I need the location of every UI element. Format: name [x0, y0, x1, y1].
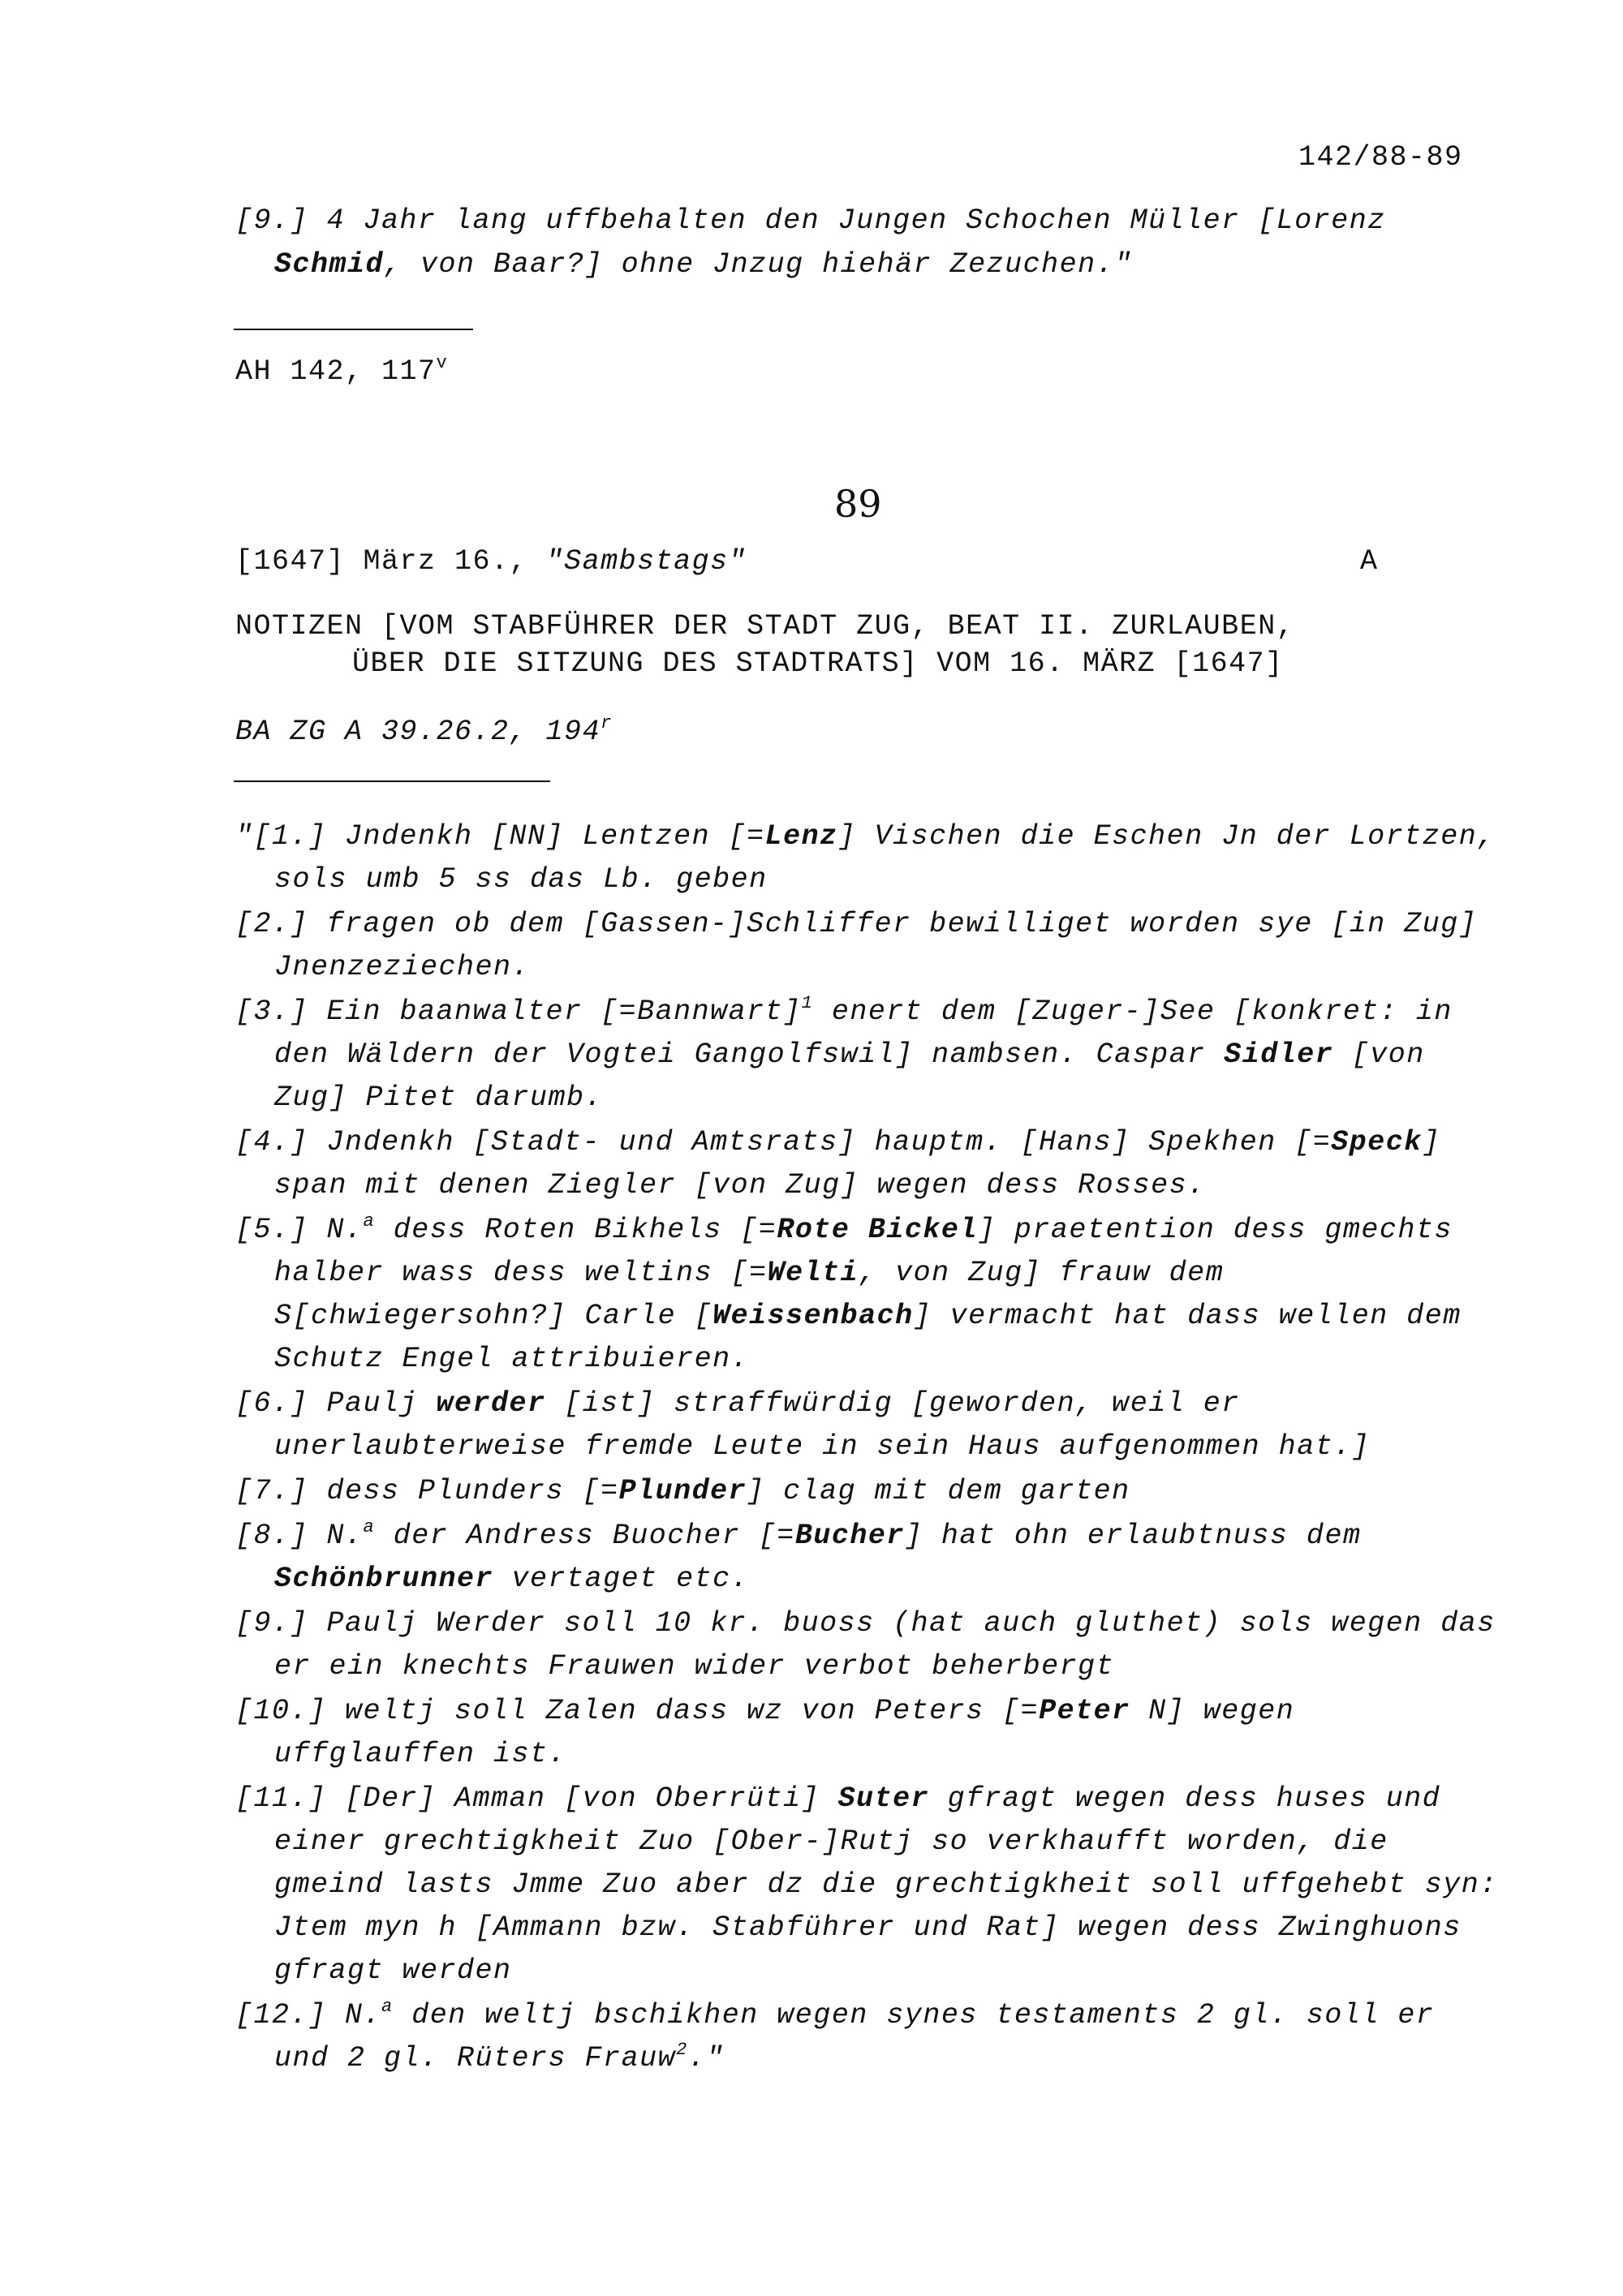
entry-name-highlight: Speck [1331, 1126, 1423, 1159]
entry-text: [4.] Jndenkh [Stadt- und Amtsrats] hauptm. [Hans] Spekhen [= [235, 1126, 1332, 1159]
entry-2 [235, 903, 1501, 989]
footnote-marker: a [363, 1211, 376, 1232]
entry-name-highlight: Peter [1039, 1695, 1130, 1727]
entry-text: [12.] N. [235, 1999, 382, 2032]
entry-name-highlight: Rote Bickel [777, 1214, 978, 1246]
entry-name-highlight: Welti [767, 1257, 859, 1289]
entry-text: [11.] [Der] Amman [von Oberrüti] [235, 1782, 838, 1815]
document-date-weekday: "Sambstags" [545, 545, 747, 578]
previous-source-folio-side: v [436, 353, 449, 373]
entry-text: ." [687, 2042, 725, 2075]
entry-text: [10.] weltj soll Zalen dass wz von Peters [= [235, 1695, 1040, 1727]
entry-text: vertaget etc. [493, 1563, 750, 1595]
entry-5 [235, 1209, 1501, 1381]
entry-text: [5.] N. [235, 1214, 364, 1246]
entry-text: "[1.] Jndenkh [NN] Lentzen [= [235, 820, 765, 853]
previous-entry-line-2 [274, 248, 1133, 281]
document-type-marker: A [1360, 545, 1379, 578]
entry-text: [von Zug] Pitet darumb. [274, 1038, 1425, 1114]
footnote-marker: a [381, 1997, 394, 2017]
source-reference-text: BA ZG A 39.26.2, 194 [235, 716, 601, 748]
entry-name-highlight: Schönbrunner [274, 1563, 494, 1595]
entry-text: der Andress Buocher [= [375, 1520, 795, 1552]
document-date-text: [1647] März 16., [235, 545, 546, 578]
entry-text: ] clag mit dem garten [747, 1475, 1130, 1507]
previous-entry-name: Schmid [274, 248, 385, 281]
entry-text: ] hat ohn erlaubtnuss dem [904, 1520, 1362, 1552]
entry-text: N] wegen uffglauffen ist. [274, 1695, 1295, 1770]
document-title-line-1: NOTIZEN [VOM STABFÜHRER DER STADT ZUG, BEAT II. ZURLAUBEN, [235, 610, 1295, 643]
document-date [235, 545, 747, 578]
footnote-marker: a [363, 1517, 376, 1537]
entry-7 [235, 1470, 1501, 1513]
entry-text: ] Vischen die Eschen Jn der Lortzen, sols umb 5 ss das Lb. geben [274, 820, 1496, 896]
entry-name-highlight: Sidler [1224, 1038, 1334, 1071]
document-title-line-2: ÜBER DIE SITZUNG DES STADTRATS] VOM 16. MÄRZ [1647] [352, 647, 1284, 680]
page-reference: 142/88-89 [1298, 141, 1463, 174]
entry-text: [7.] dess Plunders [= [235, 1475, 619, 1507]
entry-text: den weltj bschikhen wegen synes testaments 2 gl. soll er und 2 gl. Rüters Frauw [274, 1999, 1435, 2075]
entry-1 [235, 815, 1501, 901]
entry-text: , von Zug] frauw dem S[chwiegersohn?] Carle [ [274, 1257, 1225, 1332]
entry-text: ] span mit denen Ziegler [von Zug] wegen dess Rosses. [274, 1126, 1441, 1202]
footnote-marker: 1 [801, 993, 814, 1013]
entry-text: [ist] straffwürdig [geworden, weil er unerlaubterweise fremde Leute in sein Haus aufgenommen hat.] [274, 1387, 1371, 1463]
footnote-marker: 2 [676, 2040, 688, 2060]
entry-text: gfragt wegen dess huses und einer grechtigkheit Zuo [Ober-]Rutj so verkhaufft worden, die gmeind lasts Jmme Zuo aber dz die grechtigkheit soll uffgehebt syn: Jtem myn h [Ammann bzw. Stabführer und Rat] wegen dess Zwinghuons gfragt werden [274, 1782, 1498, 1987]
entry-3 [235, 991, 1501, 1120]
entry-name-highlight: Lenz [764, 820, 838, 853]
entry-text: ] praetention dess gmechts halber wass dess weltins [= [274, 1214, 1453, 1289]
entry-8 [235, 1515, 1501, 1601]
entry-name-highlight: werder [436, 1387, 546, 1420]
source-reference [235, 713, 613, 748]
previous-entry-rule [234, 329, 473, 330]
entry-6 [235, 1382, 1501, 1468]
previous-entry-line-2-text: , von Baar?] ohne Jnzug hiehär Zezuchen." [384, 248, 1133, 281]
document-number: 89 [834, 482, 882, 526]
entry-12 [235, 1994, 1501, 2080]
entry-text: [6.] Paulj [235, 1387, 437, 1420]
entry-name-highlight: Plunder [618, 1475, 747, 1507]
entry-text: [8.] N. [235, 1520, 364, 1552]
entry-name-highlight: Weissenbach [712, 1300, 914, 1332]
source-folio-side: r [601, 713, 613, 733]
transcription-entries [235, 815, 1501, 2082]
entry-10 [235, 1690, 1501, 1776]
entry-11 [235, 1778, 1501, 1993]
entry-text: [2.] fragen ob dem [Gassen-]Schliffer bewilliget worden sye [in Zug] Jnenzeziechen. [235, 908, 1478, 983]
entry-text: ] vermacht hat dass wellen dem Schutz Engel attribuieren. [274, 1300, 1462, 1375]
entry-text: enert dem [Zuger-]See [konkret: in den Wäldern der Vogtei Gangolfswil] nambsen. Caspar [274, 995, 1453, 1071]
source-rule [234, 780, 550, 782]
previous-source-text: AH 142, 117 [235, 355, 437, 388]
entry-text: dess Roten Bikhels [= [375, 1214, 777, 1246]
entry-text: [9.] Paulj Werder soll 10 kr. buoss (hat auch gluthet) sols wegen das er ein knechts Frauwen wider verbot beherbergt [235, 1607, 1496, 1683]
entry-text: [3.] Ein baanwalter [=Bannwart] [235, 995, 802, 1028]
entry-name-highlight: Suter [837, 1782, 930, 1815]
previous-entry-line-1: [9.] 4 Jahr lang uffbehalten den Jungen Schochen Müller [Lorenz [235, 204, 1386, 237]
entry-4 [235, 1121, 1501, 1207]
previous-source-reference [235, 355, 448, 388]
entry-9 [235, 1602, 1501, 1688]
entry-name-highlight: Bucher [794, 1520, 905, 1552]
